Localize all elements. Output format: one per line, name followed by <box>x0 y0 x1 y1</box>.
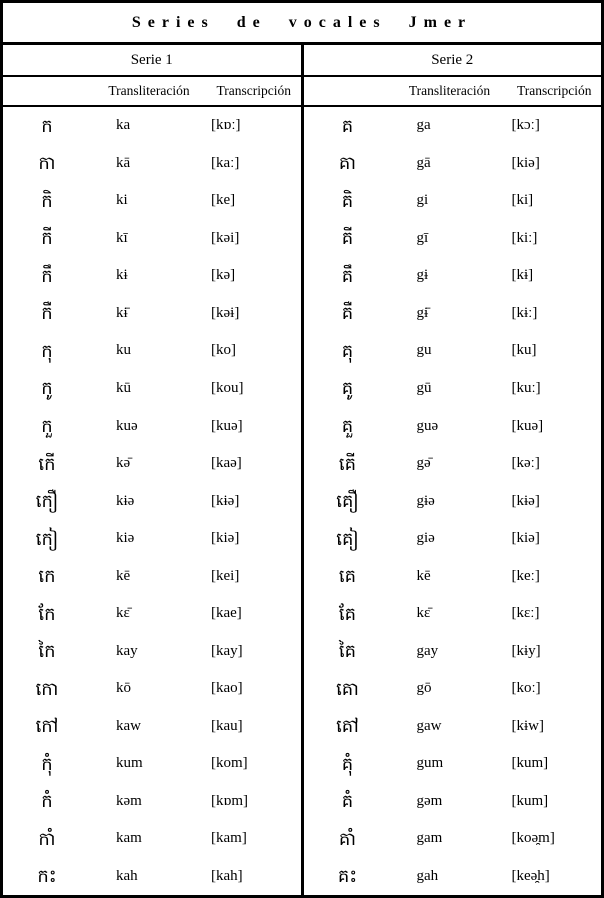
transliteration-column-header: Transliteración <box>408 83 491 98</box>
transcription-cell: [kiə] <box>211 530 240 547</box>
table-row <box>304 107 602 145</box>
transliteration-cell: kəm <box>116 792 142 809</box>
transcription-cell: [kei] <box>211 567 240 584</box>
khmer-glyph: កឹ <box>41 265 53 286</box>
khmer-glyph: កឺ <box>41 303 53 324</box>
khmer-glyph: កី <box>41 228 53 249</box>
transcription-column-header: Transcripción <box>216 83 291 98</box>
transcription-cell: [kɨə] <box>511 492 540 509</box>
khmer-glyph: គះ <box>337 866 358 887</box>
transliteration-cell: ki <box>116 192 128 209</box>
table-row <box>304 820 602 858</box>
transliteration-cell: gī <box>416 229 429 246</box>
khmer-glyph: គុ <box>341 340 354 361</box>
transliteration-cell: kɨ̄ <box>116 304 128 321</box>
transcription-cell: [kɨː] <box>511 304 538 321</box>
transcription-cell: [kao] <box>211 680 243 697</box>
transcription-cell: [kaə] <box>211 455 242 472</box>
transcription-cell: [kəː] <box>511 455 540 472</box>
transcription-cell: [kəi] <box>211 229 240 246</box>
table-row <box>304 182 602 220</box>
table-row <box>3 182 301 220</box>
table-row <box>3 107 301 145</box>
transcription-cell: [kay] <box>211 642 243 659</box>
transcription-cell: [kɒː] <box>211 117 241 134</box>
transcription-cell: [kam] <box>211 830 247 847</box>
khmer-glyph: គាំ <box>338 828 357 849</box>
table-row <box>304 520 602 558</box>
khmer-glyph: កែ <box>38 603 56 624</box>
transliteration-cell: guə <box>416 417 439 434</box>
transcription-cell: [kiː] <box>511 229 538 246</box>
transliteration-cell: kam <box>116 830 142 847</box>
transcription-cell: [kɨy] <box>511 642 541 659</box>
transcription-cell: [ko] <box>211 342 236 359</box>
khmer-glyph: កាំ <box>38 828 56 849</box>
transliteration-cell: gā <box>416 154 431 171</box>
transcription-cell: [kɛː] <box>511 605 540 622</box>
khmer-glyph: គោ <box>336 678 359 699</box>
khmer-glyph: គើ <box>338 453 357 474</box>
transcription-cell: [kuə] <box>211 417 243 434</box>
table-row <box>3 145 301 183</box>
table-row <box>304 557 602 595</box>
khmer-glyph: គឿ <box>336 491 359 512</box>
table-row <box>3 745 301 783</box>
transliteration-cell: gum <box>416 755 444 772</box>
transliteration-cell: ku <box>116 342 131 359</box>
table-row <box>304 708 602 746</box>
table-row <box>304 670 602 708</box>
table-row <box>3 557 301 595</box>
transcription-cell: [kɨ] <box>511 267 534 284</box>
transliteration-cell: gə̄ <box>416 455 431 472</box>
transcription-cell: [kah] <box>211 867 243 884</box>
khmer-glyph: កុំ <box>41 753 53 774</box>
table-row <box>3 332 301 370</box>
serie-2-rows <box>304 107 602 895</box>
transliteration-cell: kiə <box>116 530 135 547</box>
table-row <box>304 370 602 408</box>
transliteration-cell: ga <box>416 117 431 134</box>
khmer-glyph: គៅ <box>336 716 359 737</box>
khmer-glyph: គ <box>341 115 354 136</box>
serie-1-rows <box>3 107 301 895</box>
transliteration-cell: gəm <box>416 792 443 809</box>
transliteration-cell: kū <box>116 379 131 396</box>
table-row <box>304 445 602 483</box>
khmer-glyph: គុំ <box>341 753 354 774</box>
transliteration-cell: kuə <box>116 417 138 434</box>
khmer-glyph: កុ <box>41 340 53 361</box>
transcription-cell: [ki] <box>511 192 534 209</box>
serie-2-header: Serie 2 <box>304 45 602 77</box>
khmer-glyph: កំ <box>41 791 53 812</box>
khmer-glyph: កោ <box>35 678 59 699</box>
table-row <box>3 708 301 746</box>
table-row <box>3 783 301 821</box>
khmer-glyph: កេ <box>38 566 56 587</box>
khmer-glyph: កួ <box>41 416 53 437</box>
transliteration-cell: gū <box>416 379 432 396</box>
transcription-cell: [kum] <box>511 755 549 772</box>
transcription-cell: [kaː] <box>211 154 240 171</box>
transliteration-cell: kī <box>116 229 128 246</box>
serie-2-column-headers <box>304 77 602 107</box>
serie-1-panel <box>3 45 304 895</box>
transcription-cell: [koː] <box>511 680 541 697</box>
serie-1-header: Serie 1 <box>3 45 301 77</box>
khmer-glyph: កឿ <box>35 491 59 512</box>
transliteration-cell: gam <box>416 830 443 847</box>
table-title: Series de vocales Jmer <box>3 3 601 45</box>
transcription-cell: [kə] <box>211 267 236 284</box>
transliteration-cell: kā <box>116 154 131 171</box>
transliteration-cell: kɨ <box>116 267 128 284</box>
transliteration-cell: gō <box>416 680 432 697</box>
table-row <box>3 445 301 483</box>
transliteration-cell: kɛ̄ <box>416 605 431 622</box>
khmer-glyph: កៅ <box>35 716 59 737</box>
transcription-cell: [kuː] <box>511 379 541 396</box>
transliteration-cell: gɨ <box>416 267 429 284</box>
transliteration-cell: kē <box>116 567 131 584</box>
transliteration-cell: kah <box>116 867 138 884</box>
serie-1-column-headers <box>3 77 301 107</box>
table-row <box>3 632 301 670</box>
transcription-cell: [koə̯m] <box>511 830 555 847</box>
transliteration-column-header: Transliteración <box>108 83 190 98</box>
khmer-glyph: គិ <box>341 190 354 211</box>
transcription-cell: [keː] <box>511 567 540 584</box>
table-row <box>3 295 301 333</box>
table-row <box>3 820 301 858</box>
transcription-cell: [kum] <box>511 792 549 809</box>
table-row <box>304 783 602 821</box>
khmer-glyph: កិ <box>41 190 53 211</box>
khmer-glyph: គឹ <box>341 265 354 286</box>
khmer-glyph: គូ <box>341 378 354 399</box>
transcription-cell: [ke] <box>211 192 236 209</box>
khmer-glyph: គៃ <box>338 641 357 662</box>
transcription-cell: [kae] <box>211 605 242 622</box>
table-row <box>304 332 602 370</box>
transliteration-cell: kɛ̄ <box>116 605 130 622</box>
table-row <box>3 482 301 520</box>
table-row <box>3 520 301 558</box>
transliteration-cell: kay <box>116 642 138 659</box>
transliteration-cell: kō <box>116 680 131 697</box>
transcription-cell: [kɨw] <box>511 717 544 734</box>
transcription-cell: [ku] <box>511 342 537 359</box>
transcription-column-header: Transcripción <box>517 83 592 98</box>
khmer-glyph: គេ <box>338 566 357 587</box>
transliteration-cell: gay <box>416 642 439 659</box>
table-row <box>3 407 301 445</box>
khmer-glyph: គី <box>341 228 354 249</box>
transliteration-cell: gɨ̄ <box>416 304 429 321</box>
khmer-glyph: គួ <box>341 416 354 437</box>
transcription-cell: [kɔː] <box>511 117 540 134</box>
transcription-cell: [kau] <box>211 717 243 734</box>
khmer-glyph: គៀ <box>336 528 359 549</box>
khmer-glyph: កៃ <box>38 641 56 662</box>
transliteration-cell: gah <box>416 867 439 884</box>
table-row <box>304 482 602 520</box>
transliteration-cell: kə̄ <box>116 455 131 472</box>
transliteration-cell: giə <box>416 530 435 547</box>
table-row <box>3 257 301 295</box>
table-row <box>304 220 602 258</box>
table-row <box>3 595 301 633</box>
khmer-glyph: កៀ <box>35 528 59 549</box>
table-row <box>3 370 301 408</box>
table-row <box>304 632 602 670</box>
khmer-glyph: កា <box>38 153 56 174</box>
transcription-cell: [kuə] <box>511 417 544 434</box>
transliteration-cell: kē <box>416 567 431 584</box>
transliteration-cell: kaw <box>116 717 141 734</box>
khmer-glyph: គា <box>338 153 357 174</box>
table-row <box>3 670 301 708</box>
table-row <box>304 407 602 445</box>
transcription-cell: [kiə] <box>511 530 540 547</box>
transcription-cell: [kom] <box>211 755 248 772</box>
khmer-glyph: កូ <box>41 378 53 399</box>
transcription-cell: [kɒm] <box>211 792 249 809</box>
transcription-cell: [kou] <box>211 379 244 396</box>
table-row <box>304 145 602 183</box>
khmer-glyph: គំ <box>341 791 354 812</box>
table-row <box>304 595 602 633</box>
table-row <box>304 257 602 295</box>
table-row <box>304 295 602 333</box>
transliteration-cell: gi <box>416 192 429 209</box>
table-body <box>3 45 601 895</box>
transliteration-cell: gɨə <box>416 492 435 509</box>
serie-2-panel <box>304 45 602 895</box>
khmer-glyph: កើ <box>38 453 56 474</box>
transliteration-cell: gu <box>416 342 432 359</box>
khmer-glyph: គឺ <box>341 303 354 324</box>
transcription-cell: [kɨə] <box>211 492 240 509</box>
table-row <box>3 858 301 896</box>
transcription-cell: [kiə] <box>511 154 540 171</box>
transcription-cell: [kəɨ] <box>211 304 240 321</box>
table-row <box>304 858 602 896</box>
khmer-glyph: ក <box>41 115 53 136</box>
table-row <box>3 220 301 258</box>
transliteration-cell: ka <box>116 117 131 134</box>
transliteration-cell: kɨə <box>116 492 135 509</box>
table-row <box>304 745 602 783</box>
khmer-glyph: កះ <box>37 866 57 887</box>
transcription-cell: [keə̯h] <box>511 867 550 884</box>
transliteration-cell: gaw <box>416 717 442 734</box>
transliteration-cell: kum <box>116 755 143 772</box>
khmer-glyph: គែ <box>338 603 357 624</box>
